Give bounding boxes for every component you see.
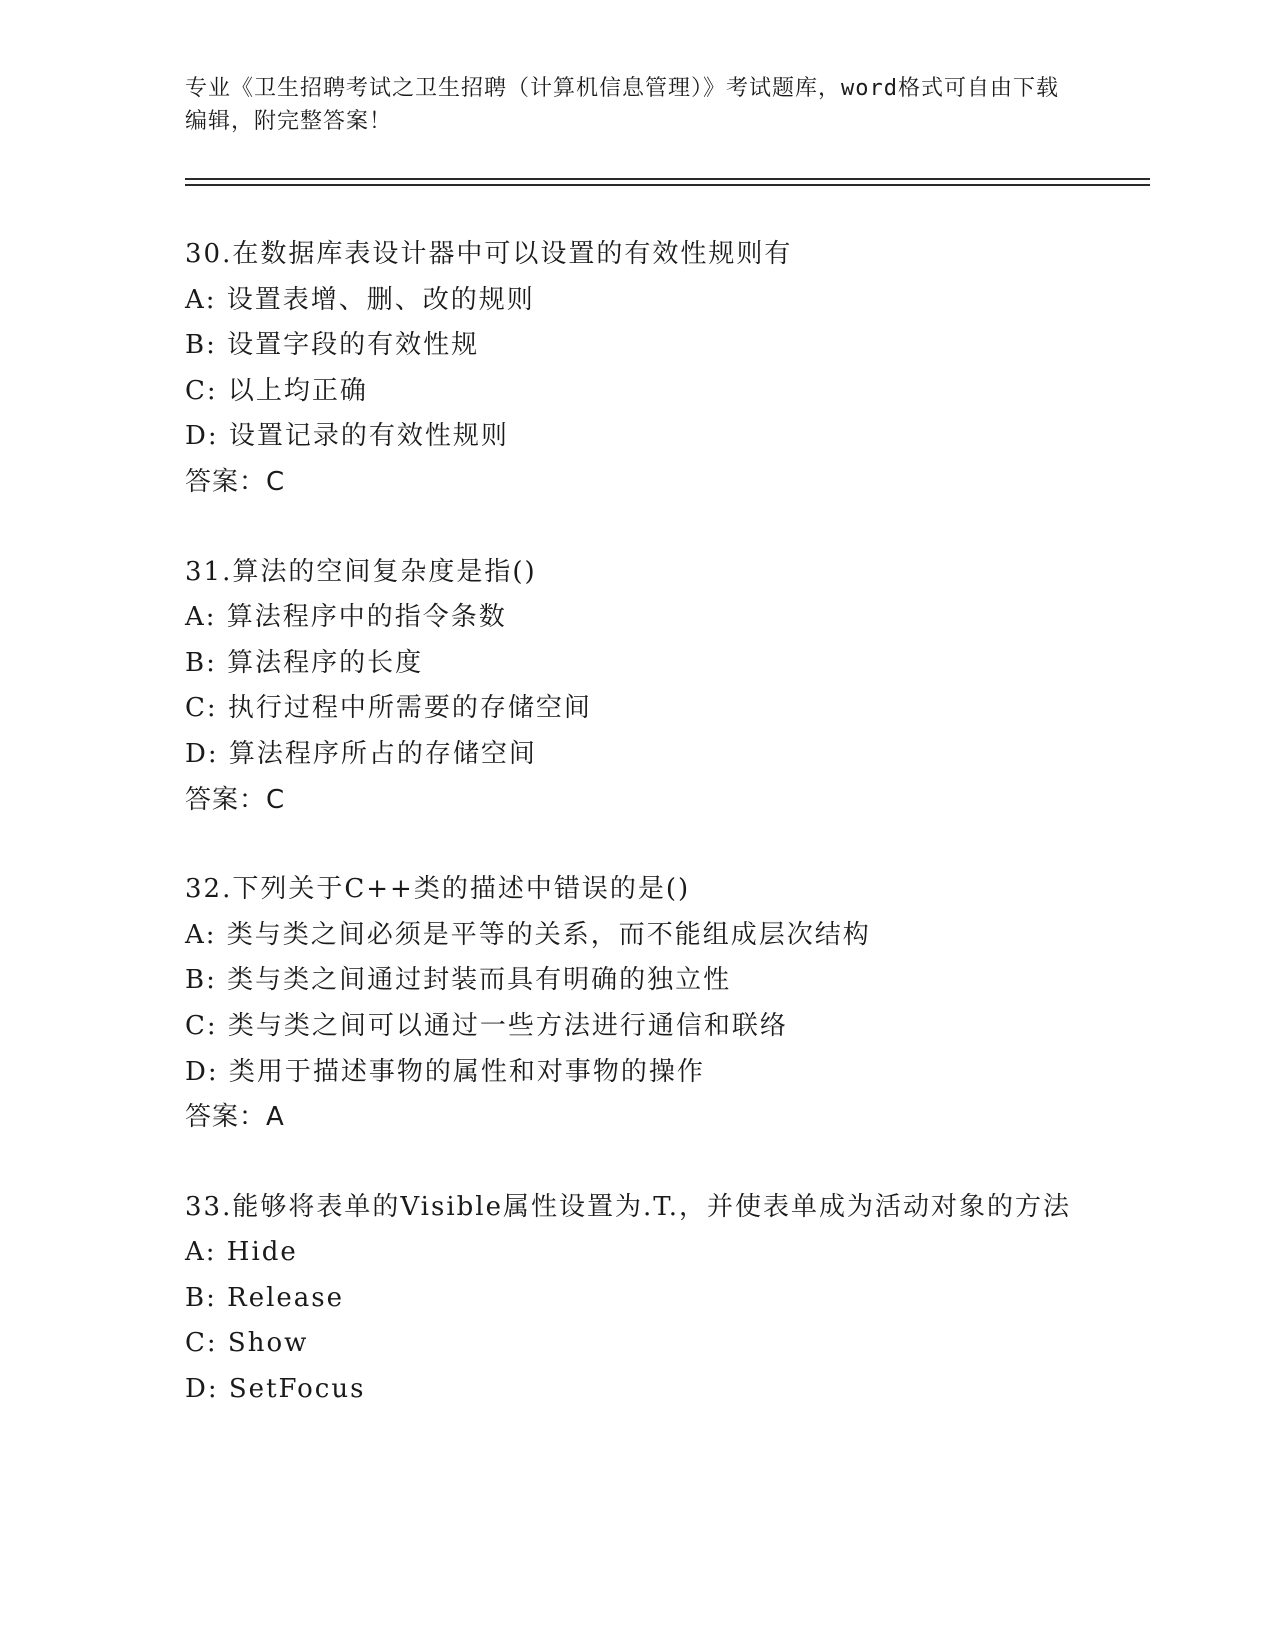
answer-line: 答案：A: [185, 1102, 285, 1133]
option-d: D: SetFocus: [185, 1374, 366, 1405]
question-list: [185, 232, 1085, 1413]
option-d: D: 算法程序所占的存储空间: [185, 738, 537, 769]
option-b: B: Release: [185, 1282, 345, 1313]
option-a: A: 算法程序中的指令条数: [185, 602, 507, 633]
question-stem: 31.算法的空间复杂度是指(): [185, 556, 537, 587]
option-b: B: 设置字段的有效性规: [185, 330, 480, 361]
option-c: C: 以上均正确: [185, 375, 368, 406]
answer-line: 答案：C: [185, 466, 286, 497]
header-divider-top: [185, 178, 1150, 180]
option-a: A: 设置表增、删、改的规则: [185, 284, 535, 315]
option-a: A: 类与类之间必须是平等的关系，而不能组成层次结构: [185, 919, 871, 950]
option-a: A: Hide: [185, 1237, 298, 1268]
option-d: D: 设置记录的有效性规则: [185, 421, 509, 452]
option-c: C: 执行过程中所需要的存储空间: [185, 693, 592, 724]
question-32: [185, 867, 1085, 1141]
question-stem: 32.下列关于C++类的描述中错误的是(): [185, 874, 691, 905]
answer-line: 答案：C: [185, 784, 286, 815]
option-b: B: 类与类之间通过封装而具有明确的独立性: [185, 965, 732, 996]
option-b: B: 算法程序的长度: [185, 647, 424, 678]
option-c: C: Show: [185, 1328, 309, 1359]
question-stem: 30.在数据库表设计器中可以设置的有效性规则有: [185, 239, 793, 269]
question-31: [185, 550, 1085, 824]
document-header: 专业《卫生招聘考试之卫生招聘（计算机信息管理）》考试题库，word格式可自由下载编辑，附完整答案！: [185, 76, 1059, 134]
option-c: C: 类与类之间可以通过一些方法进行通信和联络: [185, 1010, 788, 1041]
question-stem: 33.能够将表单的Visible属性设置为.T.，并使表单成为活动对象的方法: [185, 1191, 1072, 1222]
option-d: D: 类用于描述事物的属性和对事物的操作: [185, 1056, 705, 1087]
question-30: [185, 232, 1085, 506]
question-33: [185, 1185, 1085, 1413]
header-divider-bottom: [185, 184, 1150, 186]
